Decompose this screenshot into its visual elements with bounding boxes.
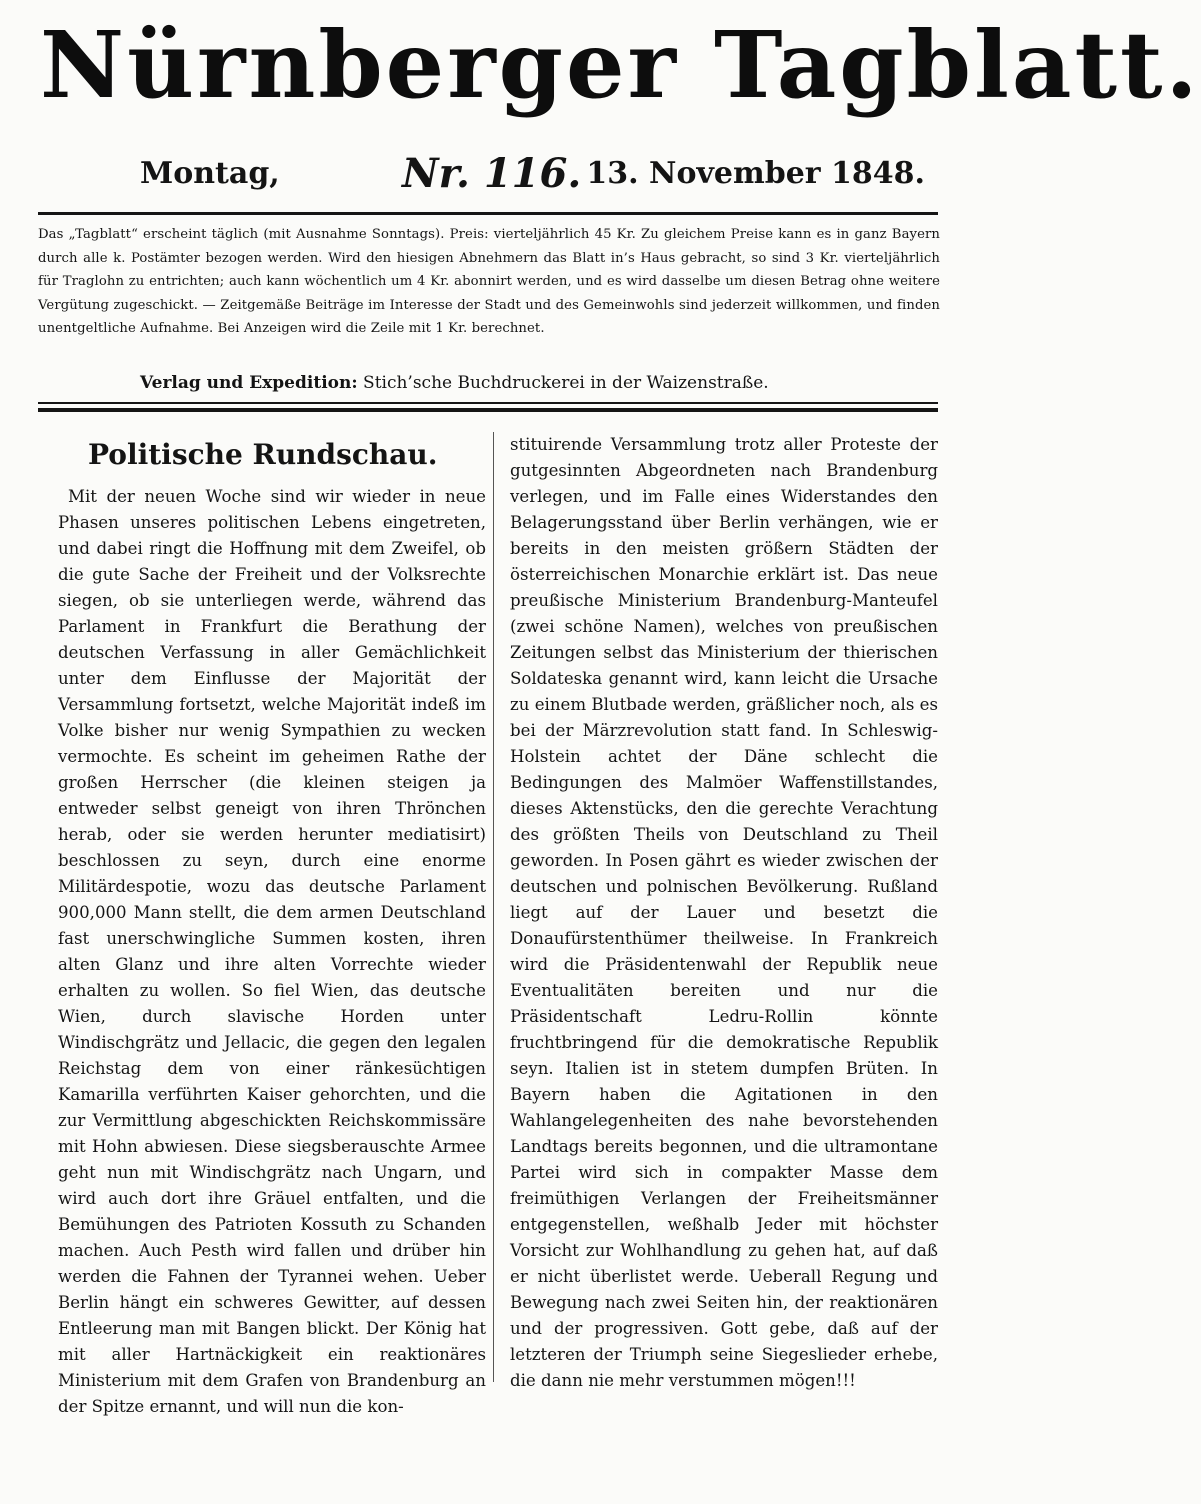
article-column-left: Mit der neuen Woche sind wir wieder in neue Phasen unseres politischen Lebens eingetreten, und dabei ringt die Hoffnung mit dem Zweifel, ob die gute Sache der Freiheit und der Volksrechte siegen, ob sie unterliegen werde, während das Parlament in Frankfurt die Berathung der deutschen Verfassung in aller Gemächlichkeit unter dem Einflusse der Majorität der Versammlung fortsetzt, welche Majorität indeß im Volke bisher nur wenig Sympathien zu wecken vermochte. Es scheint im geheimen Rathe der großen Herrscher (die kleinen steigen ja entweder selbst geneigt von ihren Thrönchen herab, oder sie werden herunter mediatisirt) beschlossen zu seyn, durch eine enorme Militärdespotie, wozu das deutsche Parlament 900,000 Mann stellt, die dem armen Deutschland fast unerschwingliche Summen kosten, ihren alten Glanz und ihre alten Vorrechte wieder erhalten zu wollen. So fiel Wien, das deutsche Wien, durch slavische Horden unter Windischgrätz und Jellacic, die gegen den legalen Reichstag dem von einer ränkesüchtigen Kamarilla verführten Kaiser gehorchten, und die zur Vermittlung abgeschickten Reichskommissäre mit Hohn abwiesen. Diese siegsberauschte Armee geht nun mit Windischgrätz nach Ungarn, und wird auch dort ihre Gräuel entfalten, und die Bemühungen des Patrioten Kossuth zu Schanden machen. Auch Pesth wird fallen und drüber hin werden die Fahnen der Tyrannei wehen. Ueber Berlin hängt ein schweres Gewitter, auf dessen Entleerung man mit Bangen blickt. Der König hat mit aller Hartnäckigkeit ein reaktionäres Ministerium mit dem Grafen von Brandenburg an der Spitze ernannt, und will nun die kon- [58, 487, 486, 1416]
issue-weekday: Montag, [140, 156, 280, 191]
issue-number: Nr. 116. [402, 150, 582, 197]
imprint-label: Verlag und Expedition: [140, 373, 358, 393]
issue-date: 13. November 1848. [586, 156, 925, 191]
section-heading: Politische Rundschau. [88, 438, 438, 471]
imprint-text: Stich’sche Buchdruckerei in der Waizenstraße. [363, 373, 769, 393]
subscription-notice: Das „Tagblatt“ erscheint täglich (mit Ausnahme Sonntags). Preis: vierteljährlich 45 Kr. Zu gleichem Preise kann es in ganz Bayern durch alle k. Postämter bezogen werden. Wird den hiesigen Abnehmern das Blatt in’s Haus gebracht, so sind 3 Kr. vierteljährlich für Traglohn zu entrichten; auch kann wöchentlich um 4 Kr. abonnirt werden, und es wird dasselbe um diesen Betrag ohne weitere Vergütung zugeschickt. — Zeitgemäße Beiträge im Interesse der Stadt und des Gemeinwohls sind jederzeit willkommen, und finden unentgeltliche Aufnahme. Bei Anzeigen wird die Zeile mit 1 Kr. berechnet. [38, 227, 940, 336]
publisher-imprint [140, 370, 860, 396]
newspaper-masthead: Nürnberger Tagblatt. [40, 11, 1201, 119]
article-column-right: stituirende Versammlung trotz aller Proteste der gutgesinnten Abgeordneten nach Brandenburg verlegen, und im Falle eines Widerstandes den Belagerungsstand über Berlin verhängen, wie er bereits in den meisten größern Städten der österreichischen Monarchie erklärt ist. Das neue preußische Ministerium Brandenburg-Manteufel (zwei schöne Namen), welches von preußischen Zeitungen selbst das Ministerium der thierischen Soldateska genannt wird, kann leicht die Ursache zu einem Blutbade werden, gräßlicher noch, als es bei der Märzrevolution statt fand. In Schleswig-Holstein achtet der Däne schlecht die Bedingungen des Malmöer Waffenstillstandes, dieses Aktenstücks, den die gerechte Verachtung des größten Theils von Deutschland zu Theil geworden. In Posen gährt es wieder zwischen der deutschen und polnischen Bevölkerung. Rußland liegt auf der Lauer und besetzt die Donaufürstenthümer theilweise. In Frankreich wird die Präsidentenwahl der Republik neue Eventualitäten bereiten und nur die Präsidentschaft Ledru-Rollin könnte fruchtbringend für die demokratische Republik seyn. Italien ist in stetem dumpfen Brüten. In Bayern haben die Agitationen in den Wahlangelegenheiten des nahe bevorstehenden Landtags bereits begonnen, und die ultramontane Partei wird sich in compakter Masse dem freimüthigen Verlangen der Freiheitsmänner entgegenstellen, weßhalb Jeder mit höchster Vorsicht zur Wohlhandlung zu gehen hat, auf daß er nicht überlistet werde. Ueberall Regung und Bewegung nach zwei Seiten hin, der reaktionären und der progressiven. Gott gebe, daß auf der letzteren der Triumph seine Siegeslieder erhebe, die dann nie mehr verstummen mögen!!! [510, 435, 938, 1390]
header-divider-thick [38, 408, 938, 412]
top-divider [38, 212, 938, 215]
header-divider-thin [38, 402, 938, 404]
dateline [140, 150, 925, 197]
column-divider [493, 432, 494, 1382]
